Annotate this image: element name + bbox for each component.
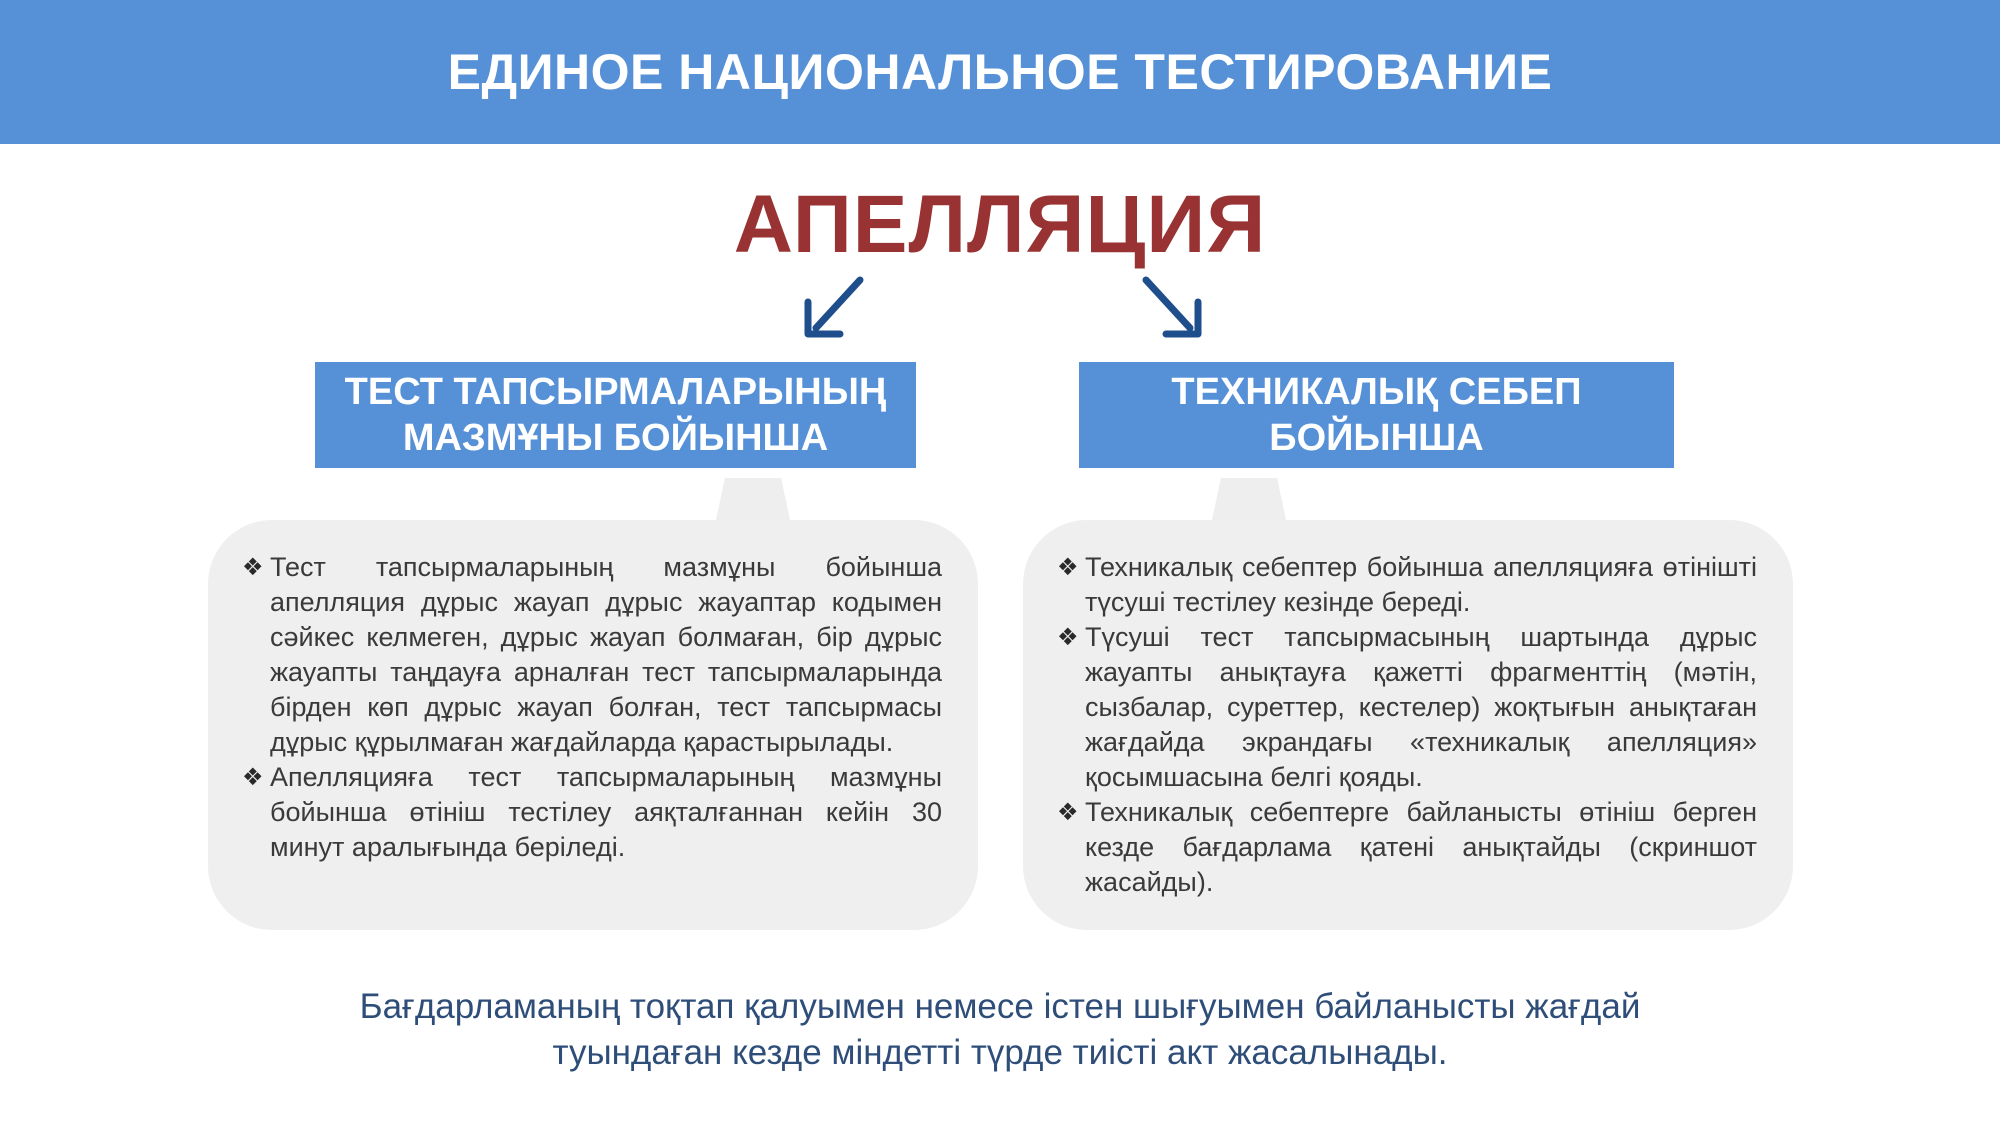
category-technical-heading [1079,362,1674,468]
category-content-title: ТЕСТ ТАПСЫРМАЛАРЫНЫҢ МАЗМҰНЫ БОЙЫНША [344,371,887,459]
list-item [242,550,942,760]
bullet-text: Техникалық себептер бойынша апелляцияға өтінішті түсуші тестілеу кезінде береді. [1085,552,1757,617]
header-banner [0,0,2000,144]
header-title: ЕДИНОЕ НАЦИОНАЛЬНОЕ ТЕСТИРОВАНИЕ [447,44,1553,100]
technical-appeal-card [1023,520,1793,930]
card-connector [1212,478,1286,520]
diamond-bullet-icon: ❖ [1057,554,1079,581]
card-connector [716,478,790,520]
diamond-bullet-icon: ❖ [242,764,264,791]
diamond-bullet-icon: ❖ [1057,624,1079,651]
bullet-text: Тест тапсырмаларының мазмұны бойынша апелляция дұрыс жауап дұрыс жауаптар кодымен сәйкес келмеген, дұрыс жауап болмаған, бір дұрыс жауапты таңдауға арналған тест тапсырмаларында бірден көп дұрыс жауап болған, тест тапсырмасы дұрыс құрылмаған жағдайларда қарастырылады. [270,552,942,757]
main-title: АПЕЛЛЯЦИЯ [733,179,1267,270]
arrow-down-right-icon [1136,274,1208,342]
arrow-down-left-icon [798,274,870,342]
diamond-bullet-icon: ❖ [242,554,264,581]
list-item [242,760,942,865]
footer-note: Бағдарламаның тоқтап қалуымен немесе істен шығуымен байланысты жағдай туындаған кезде міндетті түрде тиісті акт жасалынады. [359,987,1641,1072]
category-technical-title: ТЕХНИКАЛЫҚ СЕБЕП БОЙЫНША [1171,371,1582,459]
bullet-text: Апелляцияға тест тапсырмаларының мазмұны бойынша өтініш тестілеу аяқталғаннан кейін 30 минут аралығында беріледі. [270,762,942,862]
bullet-text: Түсуші тест тапсырмасының шартында дұрыс жауапты анықтауға қажетті фрагменттің (мәтін, сызбалар, суреттер, кестелер) жоқтығын анықтаған жағдайда экрандағы «техникалық апелляция» қосымшасына белгі қояды. [1085,622,1757,792]
category-content-heading [315,362,916,468]
diamond-bullet-icon: ❖ [1057,799,1079,826]
list-item [1057,795,1757,900]
list-item [1057,620,1757,795]
content-appeal-card [208,520,978,930]
bullet-text: Техникалық себептерге байланысты өтініш берген кезде бағдарлама қатені анықтайды (скриншот жасайды). [1085,797,1757,897]
list-item [1057,550,1757,620]
